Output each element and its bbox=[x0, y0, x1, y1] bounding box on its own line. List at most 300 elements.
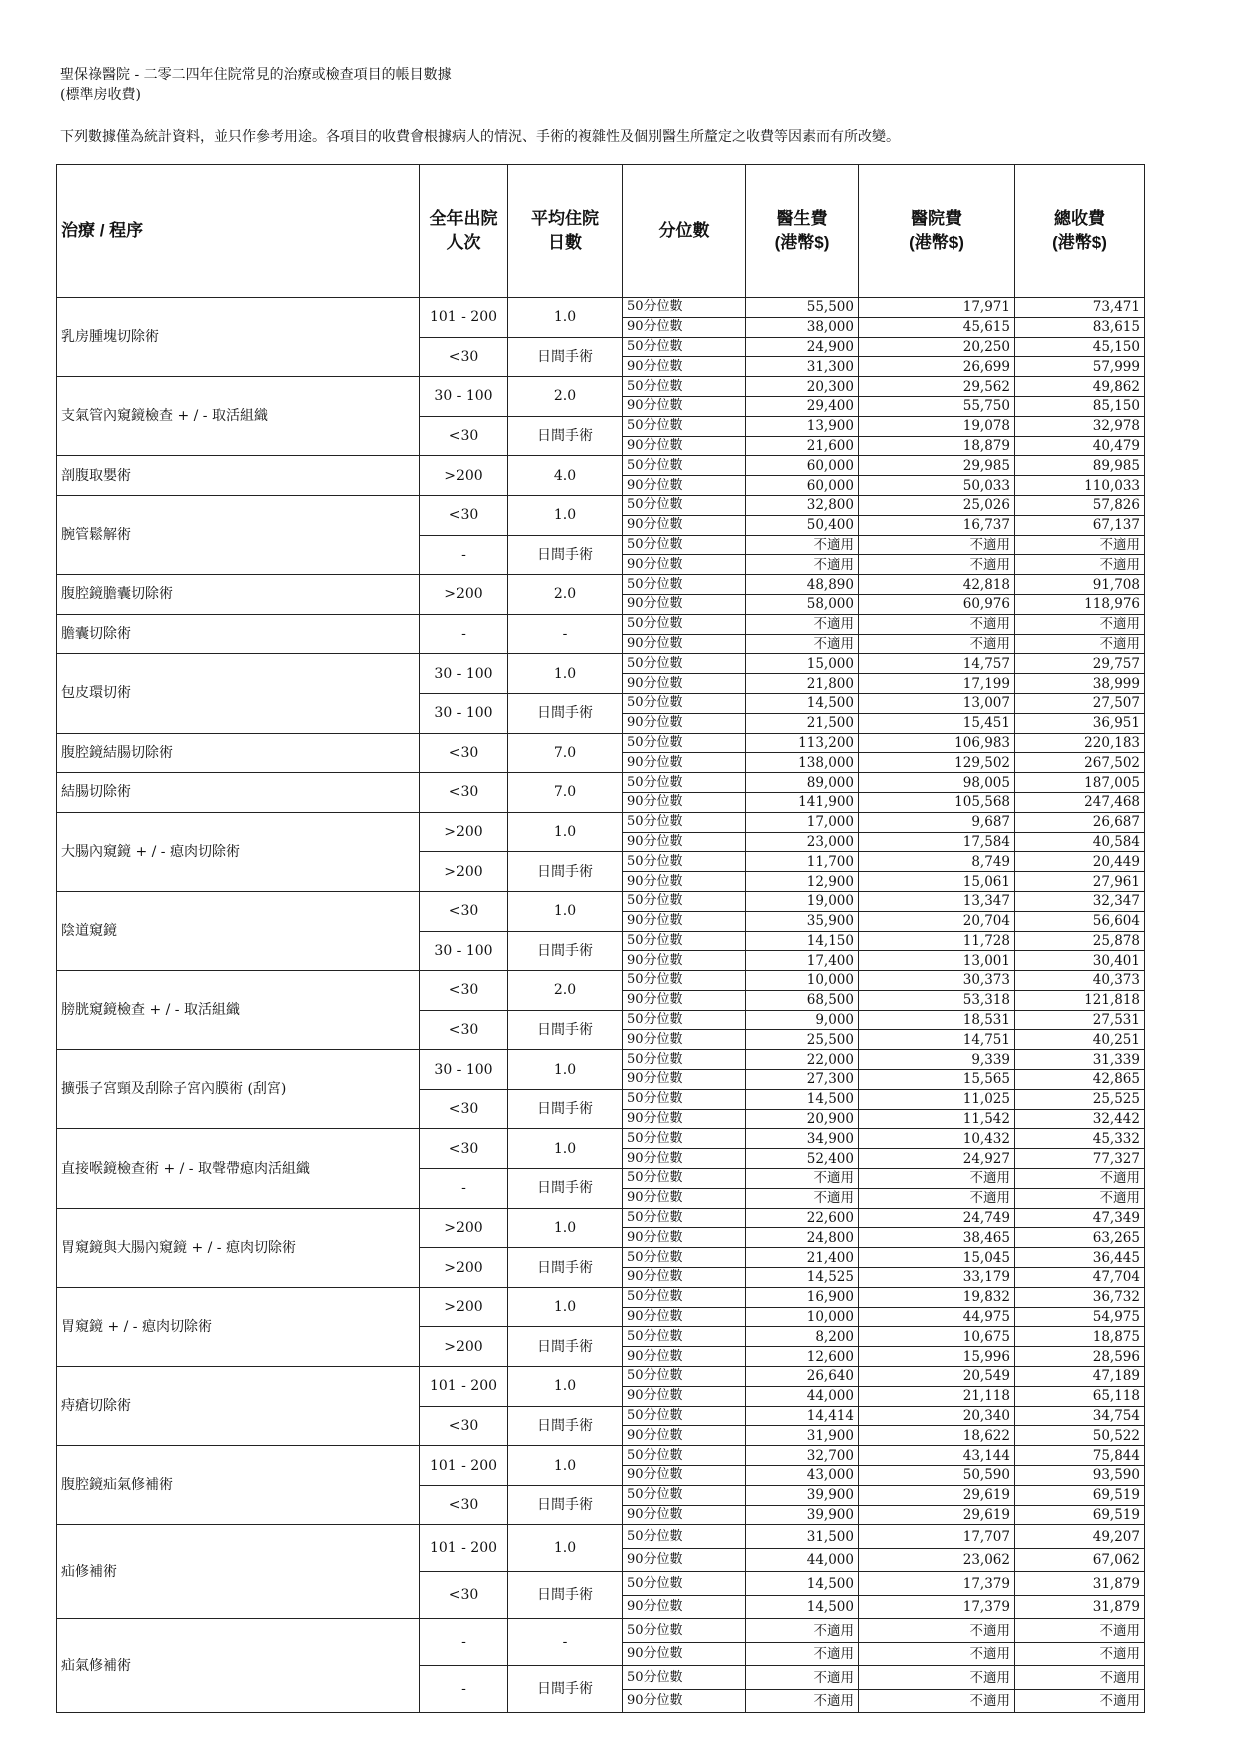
percentile-cell: 50分位數 bbox=[623, 1287, 746, 1307]
total-fee-cell: 89,985 bbox=[1015, 456, 1145, 476]
doctor-fee-cell: 25,500 bbox=[746, 1030, 859, 1050]
percentile-cell: 50分位數 bbox=[623, 495, 746, 515]
total-fee-cell: 57,826 bbox=[1015, 495, 1145, 515]
doctor-fee-cell: 不適用 bbox=[746, 1188, 859, 1208]
discharges-cell: <30 bbox=[420, 891, 508, 931]
total-fee-cell: 110,033 bbox=[1015, 476, 1145, 496]
hospital-fee-cell: 不適用 bbox=[859, 614, 1015, 634]
hospital-fee-cell: 11,728 bbox=[859, 931, 1015, 951]
percentile-cell: 90分位數 bbox=[623, 476, 746, 496]
avg-stay-cell: 1.0 bbox=[508, 654, 623, 694]
avg-stay-cell: - bbox=[508, 1619, 623, 1666]
percentile-cell: 90分位數 bbox=[623, 1268, 746, 1288]
hospital-fee-cell: 21,118 bbox=[859, 1386, 1015, 1406]
doctor-fee-cell: 17,400 bbox=[746, 951, 859, 971]
percentile-cell: 50分位數 bbox=[623, 1572, 746, 1596]
table-row bbox=[57, 495, 1145, 515]
total-fee-cell: 不適用 bbox=[1015, 535, 1145, 555]
percentile-cell: 90分位數 bbox=[623, 990, 746, 1010]
hospital-fee-cell: 53,318 bbox=[859, 990, 1015, 1010]
doctor-fee-cell: 58,000 bbox=[746, 594, 859, 614]
hospital-fee-cell: 25,026 bbox=[859, 495, 1015, 515]
percentile-cell: 50分位數 bbox=[623, 1169, 746, 1189]
percentile-cell: 90分位數 bbox=[623, 832, 746, 852]
discharges-cell: <30 bbox=[420, 971, 508, 1011]
total-fee-cell: 49,862 bbox=[1015, 377, 1145, 397]
avg-stay-cell: 1.0 bbox=[508, 1287, 623, 1327]
procedure-name: 膽囊切除術 bbox=[57, 614, 420, 654]
hospital-fee-cell: 60,976 bbox=[859, 594, 1015, 614]
doctor-fee-cell: 不適用 bbox=[746, 555, 859, 575]
percentile-cell: 50分位數 bbox=[623, 298, 746, 318]
hospital-fee-cell: 105,568 bbox=[859, 792, 1015, 812]
hospital-fee-cell: 11,542 bbox=[859, 1109, 1015, 1129]
procedure-name: 剖腹取嬰術 bbox=[57, 456, 420, 496]
hospital-fee-cell: 29,619 bbox=[859, 1485, 1015, 1505]
hospital-fee-cell: 15,061 bbox=[859, 872, 1015, 892]
discharges-cell: 101 - 200 bbox=[420, 298, 508, 338]
procedure-name: 腹腔鏡疝氣修補術 bbox=[57, 1446, 420, 1525]
percentile-cell: 90分位數 bbox=[623, 1307, 746, 1327]
hospital-fee-cell: 17,971 bbox=[859, 298, 1015, 318]
percentile-cell: 90分位數 bbox=[623, 674, 746, 694]
discharges-cell: >200 bbox=[420, 1208, 508, 1248]
hospital-fee-cell: 11,025 bbox=[859, 1089, 1015, 1109]
doctor-fee-cell: 52,400 bbox=[746, 1149, 859, 1169]
hospital-fee-cell: 16,737 bbox=[859, 515, 1015, 535]
total-fee-cell: 47,349 bbox=[1015, 1208, 1145, 1228]
table-row bbox=[57, 614, 1145, 634]
avg-stay-cell: 2.0 bbox=[508, 377, 623, 417]
avg-stay-cell: 日間手術 bbox=[508, 1248, 623, 1288]
doctor-fee-cell: 55,500 bbox=[746, 298, 859, 318]
header-avg-stay-line1: 平均住院 bbox=[531, 209, 599, 228]
percentile-cell: 50分位數 bbox=[623, 1446, 746, 1466]
hospital-fee-cell: 17,379 bbox=[859, 1572, 1015, 1596]
total-fee-cell: 85,150 bbox=[1015, 396, 1145, 416]
table-row bbox=[57, 1619, 1145, 1643]
percentile-cell: 50分位數 bbox=[623, 1485, 746, 1505]
total-fee-cell: 91,708 bbox=[1015, 575, 1145, 595]
procedure-name: 痔瘡切除術 bbox=[57, 1367, 420, 1446]
doctor-fee-cell: 68,500 bbox=[746, 990, 859, 1010]
header-avg-stay bbox=[508, 165, 623, 298]
hospital-fee-cell: 106,983 bbox=[859, 733, 1015, 753]
total-fee-cell: 187,005 bbox=[1015, 773, 1145, 793]
hospital-fee-cell: 26,699 bbox=[859, 357, 1015, 377]
doctor-fee-cell: 15,000 bbox=[746, 654, 859, 674]
table-row bbox=[57, 1287, 1145, 1307]
discharges-cell: <30 bbox=[420, 733, 508, 773]
avg-stay-cell: 1.0 bbox=[508, 1525, 623, 1572]
hospital-fee-cell: 45,615 bbox=[859, 317, 1015, 337]
total-fee-cell: 73,471 bbox=[1015, 298, 1145, 318]
hospital-fee-cell: 29,619 bbox=[859, 1505, 1015, 1525]
header-hospital-fee bbox=[859, 165, 1015, 298]
procedure-name: 支氣管內窺鏡檢查 + / - 取活組織 bbox=[57, 377, 420, 456]
total-fee-cell: 32,442 bbox=[1015, 1109, 1145, 1129]
percentile-cell: 90分位數 bbox=[623, 1070, 746, 1090]
hospital-fee-cell: 13,007 bbox=[859, 693, 1015, 713]
discharges-cell: - bbox=[420, 535, 508, 575]
doctor-fee-cell: 38,000 bbox=[746, 317, 859, 337]
hospital-fee-cell: 15,996 bbox=[859, 1347, 1015, 1367]
total-fee-cell: 27,507 bbox=[1015, 693, 1145, 713]
doctor-fee-cell: 31,900 bbox=[746, 1426, 859, 1446]
avg-stay-cell: 1.0 bbox=[508, 1050, 623, 1090]
header-discharges-line2: 人次 bbox=[446, 233, 481, 252]
percentile-cell: 50分位數 bbox=[623, 891, 746, 911]
table-header-row bbox=[57, 165, 1145, 298]
total-fee-cell: 不適用 bbox=[1015, 1169, 1145, 1189]
hospital-fee-cell: 20,704 bbox=[859, 911, 1015, 931]
total-fee-cell: 40,584 bbox=[1015, 832, 1145, 852]
hospital-fee-cell: 129,502 bbox=[859, 753, 1015, 773]
procedure-name: 陰道窺鏡 bbox=[57, 891, 420, 970]
total-fee-cell: 121,818 bbox=[1015, 990, 1145, 1010]
doctor-fee-cell: 113,200 bbox=[746, 733, 859, 753]
table-row bbox=[57, 1446, 1145, 1466]
hospital-fee-cell: 50,033 bbox=[859, 476, 1015, 496]
percentile-cell: 90分位數 bbox=[623, 1642, 746, 1666]
avg-stay-cell: 日間手術 bbox=[508, 337, 623, 377]
hospital-fee-cell: 15,565 bbox=[859, 1070, 1015, 1090]
doctor-fee-cell: 11,700 bbox=[746, 852, 859, 872]
table-row bbox=[57, 1208, 1145, 1228]
total-fee-cell: 93,590 bbox=[1015, 1466, 1145, 1486]
doctor-fee-cell: 10,000 bbox=[746, 1307, 859, 1327]
percentile-cell: 50分位數 bbox=[623, 693, 746, 713]
procedure-name: 大腸內窺鏡 + / - 瘜肉切除術 bbox=[57, 812, 420, 891]
header-procedure: 治療 / 程序 bbox=[57, 165, 420, 298]
hospital-fee-cell: 20,250 bbox=[859, 337, 1015, 357]
header-percentile: 分位數 bbox=[623, 165, 746, 298]
percentile-cell: 90分位數 bbox=[623, 911, 746, 931]
total-fee-cell: 32,347 bbox=[1015, 891, 1145, 911]
percentile-cell: 90分位數 bbox=[623, 1149, 746, 1169]
percentile-cell: 50分位數 bbox=[623, 1406, 746, 1426]
percentile-cell: 50分位數 bbox=[623, 654, 746, 674]
total-fee-cell: 54,975 bbox=[1015, 1307, 1145, 1327]
total-fee-cell: 27,531 bbox=[1015, 1010, 1145, 1030]
total-fee-cell: 65,118 bbox=[1015, 1386, 1145, 1406]
percentile-cell: 90分位數 bbox=[623, 1188, 746, 1208]
header-doctor-fee-line1: 醫生費 bbox=[776, 209, 828, 228]
hospital-fee-cell: 24,927 bbox=[859, 1149, 1015, 1169]
percentile-cell: 50分位數 bbox=[623, 1248, 746, 1268]
avg-stay-cell: 日間手術 bbox=[508, 1010, 623, 1050]
total-fee-cell: 77,327 bbox=[1015, 1149, 1145, 1169]
doctor-fee-cell: 22,000 bbox=[746, 1050, 859, 1070]
header-discharges-line1: 全年出院 bbox=[429, 209, 498, 228]
total-fee-cell: 45,150 bbox=[1015, 337, 1145, 357]
discharges-cell: >200 bbox=[420, 1248, 508, 1288]
total-fee-cell: 118,976 bbox=[1015, 594, 1145, 614]
total-fee-cell: 18,875 bbox=[1015, 1327, 1145, 1347]
doctor-fee-cell: 10,000 bbox=[746, 971, 859, 991]
hospital-fee-cell: 18,531 bbox=[859, 1010, 1015, 1030]
procedure-name: 腹腔鏡膽囊切除術 bbox=[57, 575, 420, 615]
total-fee-cell: 50,522 bbox=[1015, 1426, 1145, 1446]
total-fee-cell: 247,468 bbox=[1015, 792, 1145, 812]
doctor-fee-cell: 24,900 bbox=[746, 337, 859, 357]
header-doctor-fee bbox=[746, 165, 859, 298]
percentile-cell: 90分位數 bbox=[623, 1109, 746, 1129]
doctor-fee-cell: 不適用 bbox=[746, 1169, 859, 1189]
doctor-fee-cell: 不適用 bbox=[746, 614, 859, 634]
total-fee-cell: 69,519 bbox=[1015, 1505, 1145, 1525]
discharges-cell: - bbox=[420, 1619, 508, 1666]
doctor-fee-cell: 26,640 bbox=[746, 1367, 859, 1387]
procedure-name: 擴張子宮頸及刮除子宮內膜術 (刮宮) bbox=[57, 1050, 420, 1129]
doctor-fee-cell: 14,500 bbox=[746, 693, 859, 713]
total-fee-cell: 75,844 bbox=[1015, 1446, 1145, 1466]
table-row bbox=[57, 773, 1145, 793]
hospital-fee-cell: 8,749 bbox=[859, 852, 1015, 872]
doctor-fee-cell: 138,000 bbox=[746, 753, 859, 773]
header-total-fee-line1: 總收費 bbox=[1054, 209, 1105, 228]
doctor-fee-cell: 12,600 bbox=[746, 1347, 859, 1367]
doctor-fee-cell: 44,000 bbox=[746, 1386, 859, 1406]
discharges-cell: <30 bbox=[420, 1010, 508, 1050]
page-subtitle: (標準房收費) bbox=[60, 87, 141, 103]
avg-stay-cell: - bbox=[508, 614, 623, 654]
hospital-fee-cell: 29,985 bbox=[859, 456, 1015, 476]
doctor-fee-cell: 43,000 bbox=[746, 1466, 859, 1486]
procedure-name: 胃窺鏡與大腸內窺鏡 + / - 瘜肉切除術 bbox=[57, 1208, 420, 1287]
total-fee-cell: 不適用 bbox=[1015, 614, 1145, 634]
table-row bbox=[57, 377, 1145, 397]
hospital-fee-cell: 不適用 bbox=[859, 1169, 1015, 1189]
percentile-cell: 50分位數 bbox=[623, 535, 746, 555]
discharges-cell: 101 - 200 bbox=[420, 1525, 508, 1572]
doctor-fee-cell: 21,600 bbox=[746, 436, 859, 456]
discharges-cell: <30 bbox=[420, 1572, 508, 1619]
doctor-fee-cell: 29,400 bbox=[746, 396, 859, 416]
hospital-fee-cell: 17,199 bbox=[859, 674, 1015, 694]
hospital-fee-cell: 10,675 bbox=[859, 1327, 1015, 1347]
avg-stay-cell: 日間手術 bbox=[508, 1169, 623, 1209]
doctor-fee-cell: 13,900 bbox=[746, 416, 859, 436]
avg-stay-cell: 1.0 bbox=[508, 1129, 623, 1169]
total-fee-cell: 40,251 bbox=[1015, 1030, 1145, 1050]
avg-stay-cell: 1.0 bbox=[508, 298, 623, 338]
discharges-cell: 30 - 100 bbox=[420, 693, 508, 733]
doctor-fee-cell: 不適用 bbox=[746, 634, 859, 654]
percentile-cell: 90分位數 bbox=[623, 1466, 746, 1486]
hospital-fee-cell: 44,975 bbox=[859, 1307, 1015, 1327]
total-fee-cell: 不適用 bbox=[1015, 555, 1145, 575]
total-fee-cell: 34,754 bbox=[1015, 1406, 1145, 1426]
hospital-fee-cell: 13,001 bbox=[859, 951, 1015, 971]
doctor-fee-cell: 22,600 bbox=[746, 1208, 859, 1228]
hospital-fee-cell: 9,339 bbox=[859, 1050, 1015, 1070]
total-fee-cell: 32,978 bbox=[1015, 416, 1145, 436]
total-fee-cell: 26,687 bbox=[1015, 812, 1145, 832]
percentile-cell: 50分位數 bbox=[623, 456, 746, 476]
percentile-cell: 90分位數 bbox=[623, 1505, 746, 1525]
doctor-fee-cell: 32,800 bbox=[746, 495, 859, 515]
discharges-cell: >200 bbox=[420, 1287, 508, 1327]
total-fee-cell: 25,878 bbox=[1015, 931, 1145, 951]
table-row bbox=[57, 654, 1145, 674]
discharges-cell: 30 - 100 bbox=[420, 931, 508, 971]
total-fee-cell: 不適用 bbox=[1015, 1642, 1145, 1666]
doctor-fee-cell: 21,500 bbox=[746, 713, 859, 733]
percentile-cell: 50分位數 bbox=[623, 337, 746, 357]
total-fee-cell: 不適用 bbox=[1015, 1188, 1145, 1208]
percentile-cell: 50分位數 bbox=[623, 852, 746, 872]
doctor-fee-cell: 9,000 bbox=[746, 1010, 859, 1030]
hospital-fee-cell: 42,818 bbox=[859, 575, 1015, 595]
hospital-fee-cell: 不適用 bbox=[859, 1188, 1015, 1208]
table-row bbox=[57, 1050, 1145, 1070]
avg-stay-cell: 1.0 bbox=[508, 891, 623, 931]
table-row bbox=[57, 456, 1145, 476]
percentile-cell: 50分位數 bbox=[623, 1050, 746, 1070]
hospital-fee-cell: 不適用 bbox=[859, 535, 1015, 555]
percentile-cell: 50分位數 bbox=[623, 575, 746, 595]
doctor-fee-cell: 不適用 bbox=[746, 1619, 859, 1643]
percentile-cell: 90分位數 bbox=[623, 594, 746, 614]
doctor-fee-cell: 44,000 bbox=[746, 1548, 859, 1572]
hospital-fee-cell: 13,347 bbox=[859, 891, 1015, 911]
discharges-cell: - bbox=[420, 614, 508, 654]
avg-stay-cell: 日間手術 bbox=[508, 1327, 623, 1367]
hospital-fee-cell: 29,562 bbox=[859, 377, 1015, 397]
discharges-cell: 101 - 200 bbox=[420, 1446, 508, 1486]
doctor-fee-cell: 48,890 bbox=[746, 575, 859, 595]
hospital-fee-cell: 17,707 bbox=[859, 1525, 1015, 1549]
doctor-fee-cell: 20,300 bbox=[746, 377, 859, 397]
table-row bbox=[57, 575, 1145, 595]
doctor-fee-cell: 39,900 bbox=[746, 1505, 859, 1525]
table-row bbox=[57, 298, 1145, 318]
discharges-cell: 101 - 200 bbox=[420, 1367, 508, 1407]
percentile-cell: 90分位數 bbox=[623, 396, 746, 416]
hospital-fee-cell: 不適用 bbox=[859, 555, 1015, 575]
avg-stay-cell: 日間手術 bbox=[508, 693, 623, 733]
percentile-cell: 50分位數 bbox=[623, 1129, 746, 1149]
avg-stay-cell: 1.0 bbox=[508, 1367, 623, 1407]
discharges-cell: >200 bbox=[420, 456, 508, 496]
avg-stay-cell: 7.0 bbox=[508, 733, 623, 773]
doctor-fee-cell: 23,000 bbox=[746, 832, 859, 852]
total-fee-cell: 36,732 bbox=[1015, 1287, 1145, 1307]
total-fee-cell: 36,445 bbox=[1015, 1248, 1145, 1268]
doctor-fee-cell: 60,000 bbox=[746, 456, 859, 476]
total-fee-cell: 83,615 bbox=[1015, 317, 1145, 337]
doctor-fee-cell: 不適用 bbox=[746, 535, 859, 555]
discharges-cell: 30 - 100 bbox=[420, 377, 508, 417]
avg-stay-cell: 2.0 bbox=[508, 575, 623, 615]
doctor-fee-cell: 8,200 bbox=[746, 1327, 859, 1347]
hospital-fee-cell: 38,465 bbox=[859, 1228, 1015, 1248]
percentile-cell: 90分位數 bbox=[623, 1030, 746, 1050]
doctor-fee-cell: 27,300 bbox=[746, 1070, 859, 1090]
percentile-cell: 90分位數 bbox=[623, 1548, 746, 1572]
procedure-name: 直接喉鏡檢查術 + / - 取聲帶瘜肉活組織 bbox=[57, 1129, 420, 1208]
doctor-fee-cell: 不適用 bbox=[746, 1689, 859, 1713]
hospital-fee-cell: 不適用 bbox=[859, 634, 1015, 654]
discharges-cell: <30 bbox=[420, 1485, 508, 1525]
hospital-fee-cell: 9,687 bbox=[859, 812, 1015, 832]
percentile-cell: 50分位數 bbox=[623, 1010, 746, 1030]
percentile-cell: 50分位數 bbox=[623, 1367, 746, 1387]
total-fee-cell: 不適用 bbox=[1015, 1666, 1145, 1690]
doctor-fee-cell: 14,500 bbox=[746, 1595, 859, 1619]
avg-stay-cell: 日間手術 bbox=[508, 535, 623, 575]
percentile-cell: 90分位數 bbox=[623, 634, 746, 654]
discharges-cell: <30 bbox=[420, 1129, 508, 1169]
doctor-fee-cell: 14,500 bbox=[746, 1089, 859, 1109]
total-fee-cell: 56,604 bbox=[1015, 911, 1145, 931]
avg-stay-cell: 7.0 bbox=[508, 773, 623, 813]
percentile-cell: 50分位數 bbox=[623, 1666, 746, 1690]
percentile-cell: 50分位數 bbox=[623, 812, 746, 832]
total-fee-cell: 69,519 bbox=[1015, 1485, 1145, 1505]
header-hospital-fee-line1: 醫院費 bbox=[911, 209, 962, 228]
discharges-cell: >200 bbox=[420, 812, 508, 852]
discharges-cell: - bbox=[420, 1666, 508, 1713]
avg-stay-cell: 日間手術 bbox=[508, 931, 623, 971]
doctor-fee-cell: 39,900 bbox=[746, 1485, 859, 1505]
doctor-fee-cell: 24,800 bbox=[746, 1228, 859, 1248]
percentile-cell: 90分位數 bbox=[623, 436, 746, 456]
total-fee-cell: 28,596 bbox=[1015, 1347, 1145, 1367]
total-fee-cell: 27,961 bbox=[1015, 872, 1145, 892]
table-row bbox=[57, 733, 1145, 753]
header-discharges bbox=[420, 165, 508, 298]
total-fee-cell: 63,265 bbox=[1015, 1228, 1145, 1248]
hospital-fee-cell: 不適用 bbox=[859, 1619, 1015, 1643]
discharges-cell: 30 - 100 bbox=[420, 654, 508, 694]
hospital-fee-cell: 15,451 bbox=[859, 713, 1015, 733]
doctor-fee-cell: 17,000 bbox=[746, 812, 859, 832]
avg-stay-cell: 1.0 bbox=[508, 1446, 623, 1486]
total-fee-cell: 不適用 bbox=[1015, 1689, 1145, 1713]
hospital-fee-cell: 19,078 bbox=[859, 416, 1015, 436]
total-fee-cell: 36,951 bbox=[1015, 713, 1145, 733]
discharges-cell: >200 bbox=[420, 575, 508, 615]
table-row bbox=[57, 1367, 1145, 1387]
total-fee-cell: 67,137 bbox=[1015, 515, 1145, 535]
doctor-fee-cell: 31,500 bbox=[746, 1525, 859, 1549]
procedure-name: 疝氣修補術 bbox=[57, 1619, 420, 1713]
header-total-fee bbox=[1015, 165, 1145, 298]
percentile-cell: 50分位數 bbox=[623, 931, 746, 951]
total-fee-cell: 267,502 bbox=[1015, 753, 1145, 773]
total-fee-cell: 31,339 bbox=[1015, 1050, 1145, 1070]
discharges-cell: <30 bbox=[420, 337, 508, 377]
avg-stay-cell: 4.0 bbox=[508, 456, 623, 496]
percentile-cell: 50分位數 bbox=[623, 416, 746, 436]
total-fee-cell: 67,062 bbox=[1015, 1548, 1145, 1572]
percentile-cell: 90分位數 bbox=[623, 357, 746, 377]
total-fee-cell: 47,704 bbox=[1015, 1268, 1145, 1288]
percentile-cell: 50分位數 bbox=[623, 971, 746, 991]
percentile-cell: 90分位數 bbox=[623, 1595, 746, 1619]
doctor-fee-cell: 16,900 bbox=[746, 1287, 859, 1307]
doctor-fee-cell: 12,900 bbox=[746, 872, 859, 892]
procedure-name: 疝修補術 bbox=[57, 1525, 420, 1619]
hospital-fee-cell: 17,379 bbox=[859, 1595, 1015, 1619]
hospital-fee-cell: 不適用 bbox=[859, 1642, 1015, 1666]
percentile-cell: 50分位數 bbox=[623, 1208, 746, 1228]
hospital-fee-cell: 17,584 bbox=[859, 832, 1015, 852]
page-title: 聖保祿醫院 - 二零二四年住院常見的治療或檢查項目的帳目數據 bbox=[60, 67, 452, 83]
doctor-fee-cell: 50,400 bbox=[746, 515, 859, 535]
